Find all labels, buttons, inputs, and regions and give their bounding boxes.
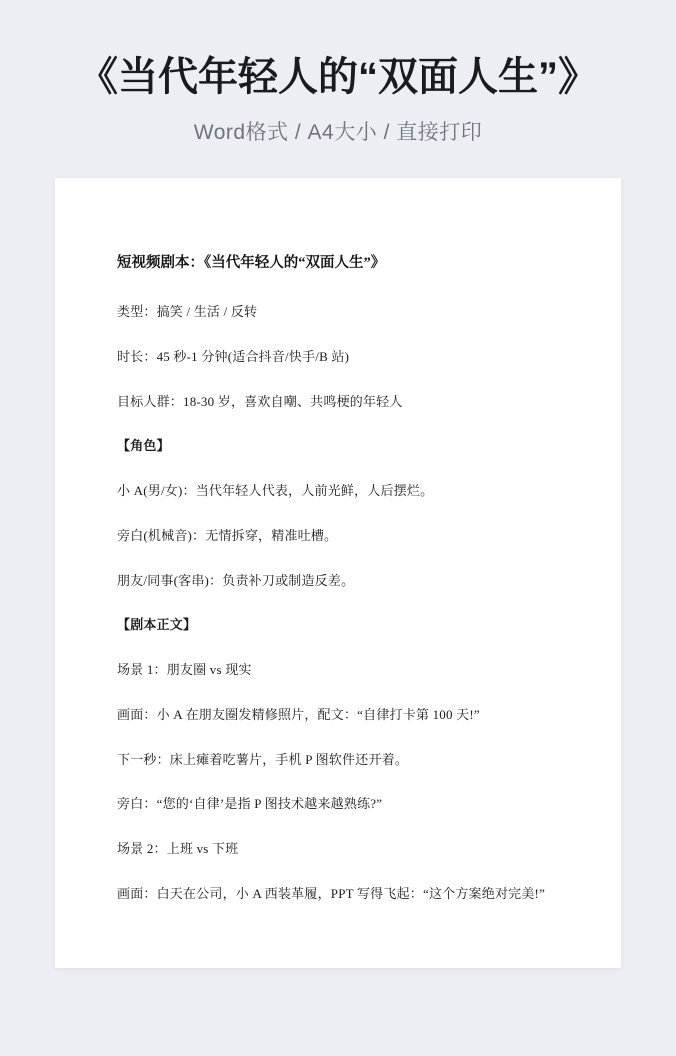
document-paragraph: 场景 1：朋友圈 vs 现实 — [117, 662, 252, 678]
document-paragraph: 画面：白天在公司，小 A 西装革履，PPT 写得飞起：“这个方案绝对完美!” — [117, 885, 546, 901]
document-paragraph: 旁白：“您的‘自律’是指 P 图技术越来越熟练?” — [117, 796, 383, 812]
document-paragraph: 目标人群：18-30 岁，喜欢自嘲、共鸣梗的年轻人 — [117, 393, 403, 409]
document-paragraph: 画面：小 A 在朋友圈发精修照片，配文：“自律打卡第 100 天!” — [117, 706, 480, 722]
document-title: 短视频剧本：《当代年轻人的“双面人生”》 — [117, 255, 386, 271]
document-paragraph: 时长：45 秒-1 分钟(适合抖音/快手/B 站) — [117, 348, 350, 364]
document-paragraph: 旁白(机械音)：无情拆穿，精准吐槽。 — [117, 527, 338, 543]
document-sheet — [55, 178, 621, 968]
document-paragraph: 场景 2：上班 vs 下班 — [117, 841, 239, 857]
page-title: 《当代年轻人的“双面人生”》 — [78, 55, 598, 99]
document-body — [117, 301, 559, 906]
document-paragraph: 朋友/同事(客串)：负责补刀或制造反差。 — [117, 572, 355, 588]
document-paragraph: 类型：搞笑 / 生活 / 反转 — [117, 304, 258, 320]
document-section-heading: 【角色】 — [117, 438, 170, 454]
document-paragraph: 下一秒：床上瘫着吃薯片，手机 P 图软件还开着。 — [117, 751, 409, 767]
page-header — [0, 0, 676, 146]
document-section-heading: 【剧本正文】 — [117, 617, 197, 633]
page-subtitle: Word格式 / A4大小 / 直接打印 — [193, 121, 483, 144]
document-paragraph: 小 A(男/女)：当代年轻人代表，人前光鲜，人后摆烂。 — [117, 483, 434, 499]
